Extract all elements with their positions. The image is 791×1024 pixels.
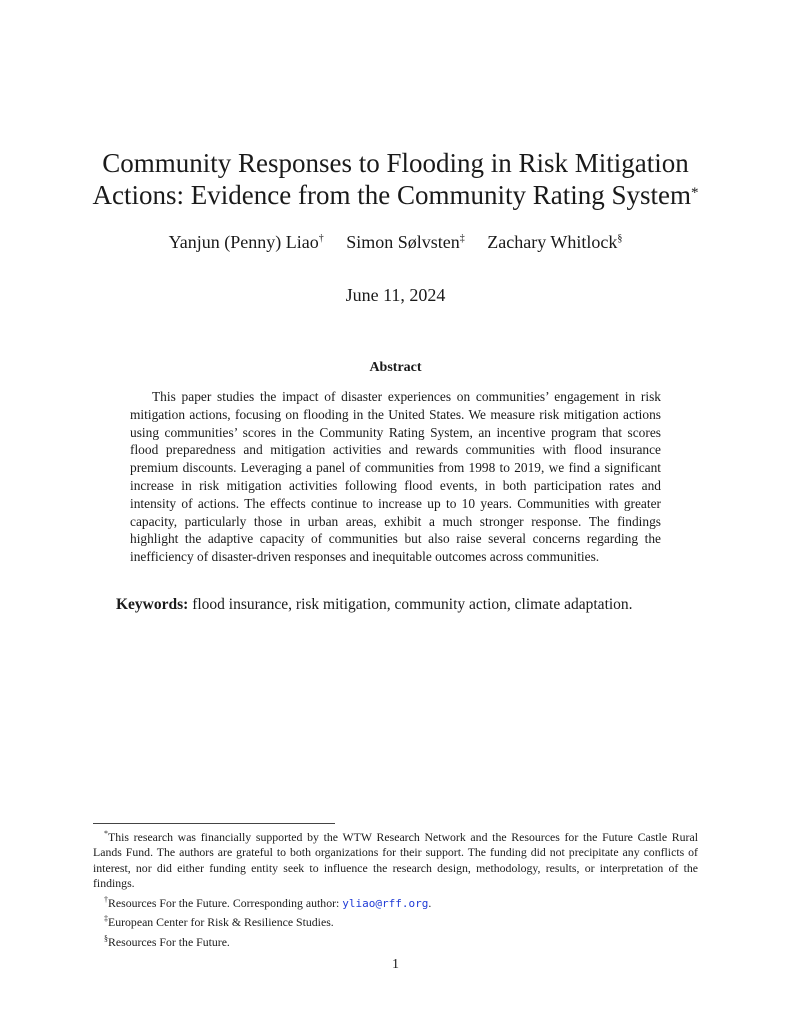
footnote-mark: † (104, 894, 108, 904)
title-footnote-mark[interactable]: * (690, 185, 699, 201)
footnote: †Resources For the Future. Corresponding author: yliao@rff.org. (104, 894, 432, 910)
author: Yanjun (Penny) Liao† (168, 232, 324, 252)
abstract-heading: Abstract (369, 360, 422, 375)
footnote-mark: ‡ (104, 914, 108, 924)
footnote: §Resources For the Future. (104, 933, 230, 949)
keywords (116, 596, 716, 614)
corresponding-email-link[interactable]: yliao@rff.org (342, 896, 429, 910)
keywords-list: flood insurance, risk mitigation, community action, climate adaptation. (192, 596, 633, 613)
footnote-rule (93, 823, 335, 824)
author: Simon Sølvsten‡ (346, 232, 465, 252)
abstract-body: This paper studies the impact of disaster experiences on communities’ engagement in risk mitigation actions, focusing on flooding in the United States. We measure risk mitigation actions using communities’ scores in the Community Rating System, an incentive program that scores flood preparedness and mitigation activities and rewards communities with flood insurance premium discounts. Leveraging a panel of communities from 1998 to 2019, we find a significant increase in risk mitigation activities following flood events, in both participation rates and intensity of actions. The effects continue to increase up to 10 years. Communities with greater capacity, particularly those in urban areas, exhibit a much stronger response. The findings highlight the adaptive capacity of communities but also raise several concerns regarding the inefficiency of disaster-driven responses and inequitable outcomes across communities. (130, 389, 661, 565)
author-footnote-mark[interactable]: † (318, 233, 324, 244)
keywords-label: Keywords: (116, 596, 189, 613)
title-line-1: Community Responses to Flooding in Risk Mitigation (102, 148, 689, 178)
footnote-mark: § (104, 933, 108, 943)
page-number: 1 (392, 957, 399, 972)
footnote: *This research was financially supported by the WTW Research Network and the Resources for the Future Castle Rural Lands Fund. The authors are grateful to both organizations for their support. The funding did not precipitate any conflicts of interest, nor did either funding entity seek to influence the research design, methodology, results, or interpretation of the findings. (93, 829, 698, 891)
author-footnote-mark[interactable]: § (617, 233, 623, 244)
author: Zachary Whitlock§ (487, 232, 623, 252)
footnote-mark: * (104, 829, 108, 838)
publication-date: June 11, 2024 (345, 285, 446, 305)
author-list (60, 232, 731, 253)
author-footnote-mark[interactable]: ‡ (459, 233, 465, 244)
title-line-2: Actions: Evidence from the Community Rating System (92, 180, 691, 210)
paper-title (60, 147, 731, 211)
footnotes (93, 826, 698, 950)
footnote: ‡European Center for Risk & Resilience Studies. (104, 914, 334, 930)
